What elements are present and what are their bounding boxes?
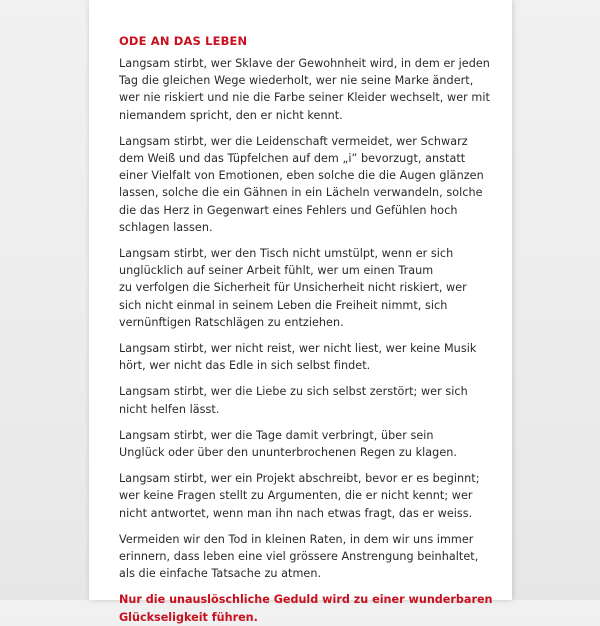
paragraph-line: Langsam stirbt, wer die Leidenschaft vermeidet, wer Schwarz xyxy=(119,134,468,148)
paragraph-line: Langsam stirbt, wer nicht reist, wer nicht liest, wer keine Musik xyxy=(119,342,477,356)
closing-line: Glückseligkeit führen. xyxy=(119,610,258,624)
paragraph-line: dem Weiß und das Tüpfelchen auf dem „i” bevorzugt, anstatt xyxy=(119,152,466,166)
paragraph-line: vernünftigen Ratschlägen zu entziehen. xyxy=(119,315,344,329)
document-title: ODE AN DAS LEBEN xyxy=(119,34,248,48)
paragraph-line: Unglück oder über den ununterbrochenen Regen zu klagen. xyxy=(119,446,458,460)
document-page xyxy=(89,0,512,624)
paragraph-8 xyxy=(119,531,488,583)
paragraph-line: als die einfache Tatsache zu atmen. xyxy=(119,567,322,581)
paragraph-line: Langsam stirbt, wer ein Projekt abschreibt, bevor er es beginnt; xyxy=(119,472,480,486)
paragraph-4 xyxy=(119,340,488,374)
paragraph-line: nicht antwortet, wenn man ihn nach etwas fragt, das er weiss. xyxy=(119,506,473,520)
paragraph-line: sich nicht einmal in seinem Leben die Freiheit nimmt, sich xyxy=(119,298,448,312)
paragraph-line: Langsam stirbt, wer den Tisch nicht umstülpt, wenn er sich xyxy=(119,247,454,261)
closing-statement xyxy=(119,591,493,625)
paragraph-line: niemandem spricht, den er nicht kennt. xyxy=(119,108,343,122)
paragraph-6 xyxy=(119,427,488,461)
paragraph-5 xyxy=(119,383,488,417)
paragraph-line: schlagen lassen. xyxy=(119,220,213,234)
paragraph-line: zu verfolgen die Sicherheit für Unsicherheit nicht riskiert, wer xyxy=(119,281,467,295)
paragraph-2 xyxy=(119,133,488,236)
paragraph-line: Langsam stirbt, wer Sklave der Gewohnheit wird, in dem er jeden xyxy=(119,57,490,70)
paragraph-line: Langsam stirbt, wer die Tage damit verbringt, über sein xyxy=(119,428,434,442)
paragraph-line: lassen, solche die ein Gähnen in ein Lächeln verwandeln, solche xyxy=(119,186,483,200)
paragraph-line: einer Vielfalt von Emotionen, eben solche die die Augen glänzen xyxy=(119,169,484,183)
paragraph-line: die das Herz in Gegenwart eines Fehlers und Gefühlen hoch xyxy=(119,203,458,217)
paragraph-line: wer keine Fragen stellt zu Argumenten, die er nicht kennt; wer xyxy=(119,489,473,503)
closing-line: Nur die unauslöschliche Geduld wird zu einer wunderbaren xyxy=(119,593,493,607)
paragraph-line: hört, wer nicht das Edle in sich selbst findet. xyxy=(119,359,371,373)
paragraph-line: Tag die gleichen Wege wiederholt, wer nie seine Marke ändert, xyxy=(119,74,474,88)
paragraph-3 xyxy=(119,245,488,331)
paragraph-line: nicht helfen lässt. xyxy=(119,402,220,416)
paragraph-line: Vermeiden wir den Tod in kleinen Raten, in dem wir uns immer xyxy=(119,532,474,546)
paragraph-line: wer nie riskiert und nie die Farbe seiner Kleider wechselt, wer mit xyxy=(119,91,490,105)
paragraph-1 xyxy=(119,55,488,124)
paragraph-7 xyxy=(119,470,488,522)
paragraph-line: erinnern, dass leben eine viel grössere Anstrengung beinhaltet, xyxy=(119,550,479,564)
paragraph-line: Langsam stirbt, wer die Liebe zu sich selbst zerstört; wer sich xyxy=(119,385,468,399)
paragraph-line: unglücklich auf seiner Arbeit fühlt, wer um einen Traum xyxy=(119,264,434,278)
